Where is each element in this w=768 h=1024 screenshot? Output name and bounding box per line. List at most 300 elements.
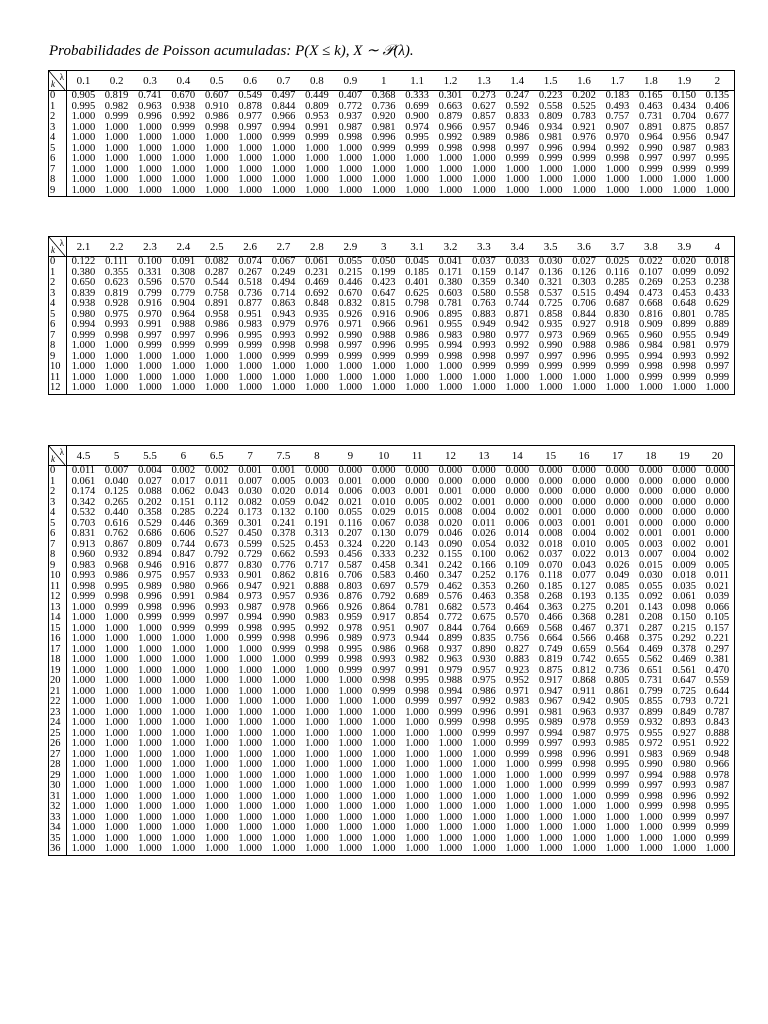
probability-cell: 1.000 bbox=[472, 760, 496, 770]
probability-cell: 0.155 bbox=[438, 550, 463, 560]
probability-cell: 1.000 bbox=[238, 770, 262, 781]
probability-cell: 0.358 bbox=[138, 508, 162, 518]
probability-cell: 0.999 bbox=[639, 372, 663, 383]
probability-cell: 1.000 bbox=[171, 781, 196, 791]
probability-cell: 0.997 bbox=[538, 739, 563, 749]
probability-cell: 0.997 bbox=[605, 770, 630, 781]
probability-cell: 0.009 bbox=[672, 560, 697, 571]
k-value: 9 bbox=[49, 352, 67, 363]
k-value: 31 bbox=[49, 792, 67, 803]
probability-cell: 1.000 bbox=[104, 143, 129, 154]
probability-cell: 1.000 bbox=[305, 770, 329, 781]
probability-cell: 0.000 bbox=[438, 465, 463, 476]
probability-cell: 1.000 bbox=[371, 781, 396, 791]
lambda-header: 2.3 bbox=[133, 237, 166, 257]
probability-cell: 0.986 bbox=[505, 133, 530, 143]
probability-cell: 1.000 bbox=[238, 676, 262, 686]
probability-cell: 1.000 bbox=[639, 833, 663, 844]
probability-cell: 0.999 bbox=[338, 351, 363, 362]
probability-cell: 0.977 bbox=[238, 112, 262, 122]
probability-cell: 0.004 bbox=[472, 508, 496, 518]
probability-cell: 1.000 bbox=[204, 739, 229, 749]
probability-cell: 1.000 bbox=[138, 791, 162, 802]
probability-cell: 1.000 bbox=[371, 383, 396, 393]
probability-cell: 1.000 bbox=[271, 362, 296, 372]
probability-cell: 1.000 bbox=[71, 823, 96, 833]
probability-cell: 1.000 bbox=[672, 844, 697, 854]
probability-cell: 1.000 bbox=[271, 791, 296, 802]
probability-cell: 0.988 bbox=[672, 770, 697, 781]
lambda-header: 3.6 bbox=[567, 237, 600, 257]
probability-cell: 0.942 bbox=[505, 320, 530, 330]
probability-cell: 1.000 bbox=[371, 175, 396, 185]
probability-cell: 1.000 bbox=[138, 164, 162, 175]
probability-cell: 0.883 bbox=[505, 655, 530, 665]
probability-cell: 0.629 bbox=[705, 299, 730, 309]
lambda-header: 14 bbox=[501, 446, 534, 466]
probability-cell: 1.000 bbox=[104, 185, 129, 196]
probability-cell: 0.947 bbox=[538, 686, 563, 697]
probability-cell: 0.868 bbox=[572, 676, 596, 686]
probability-cell: 1.000 bbox=[405, 175, 429, 185]
probability-cell: 0.067 bbox=[271, 256, 296, 267]
probability-cell: 1.000 bbox=[472, 812, 496, 823]
probability-cell: 0.174 bbox=[71, 487, 96, 497]
probability-cell: 0.000 bbox=[605, 476, 630, 487]
probability-cell: 0.002 bbox=[605, 529, 630, 539]
table-row bbox=[49, 550, 735, 561]
table-row bbox=[49, 613, 735, 624]
probability-cell: 0.061 bbox=[71, 476, 96, 487]
probability-cell: 0.916 bbox=[171, 560, 196, 571]
probability-cell: 0.986 bbox=[472, 686, 496, 697]
probability-cell: 0.891 bbox=[639, 122, 663, 133]
probability-cell: 1.000 bbox=[71, 707, 96, 718]
table-row bbox=[49, 320, 735, 331]
probability-cell: 1.000 bbox=[405, 844, 429, 854]
probability-cell: 1.000 bbox=[271, 175, 296, 185]
probability-cell: 0.037 bbox=[538, 550, 563, 560]
probability-cell: 1.000 bbox=[138, 718, 162, 728]
probability-cell: 0.592 bbox=[505, 101, 530, 112]
table-row bbox=[49, 823, 735, 834]
probability-cell: 1.000 bbox=[204, 770, 229, 781]
probability-cell: 0.118 bbox=[539, 571, 563, 581]
probability-cell: 0.000 bbox=[371, 465, 396, 476]
probability-cell: 0.992 bbox=[705, 351, 730, 362]
probability-cell: 1.000 bbox=[138, 749, 162, 760]
probability-cell: 0.368 bbox=[371, 90, 396, 101]
probability-cell: 0.955 bbox=[438, 320, 463, 330]
table-row bbox=[49, 708, 735, 719]
probability-cell: 0.100 bbox=[305, 508, 329, 518]
probability-cell: 0.355 bbox=[104, 267, 129, 278]
probability-cell: 0.999 bbox=[104, 112, 129, 122]
probability-cell: 1.000 bbox=[271, 812, 296, 823]
probability-cell: 0.979 bbox=[705, 341, 730, 351]
table-row bbox=[49, 624, 735, 635]
probability-cell: 0.074 bbox=[238, 256, 262, 267]
table-row bbox=[49, 529, 735, 540]
probability-cell: 0.996 bbox=[371, 133, 396, 143]
probability-cell: 1.000 bbox=[505, 833, 530, 844]
probability-cell: 1.000 bbox=[538, 164, 563, 175]
probability-cell: 0.066 bbox=[705, 602, 730, 613]
probability-cell: 0.997 bbox=[705, 362, 730, 372]
probability-cell: 0.999 bbox=[204, 341, 229, 351]
lambda-header: 4.5 bbox=[67, 446, 100, 466]
probability-cell: 0.998 bbox=[472, 351, 496, 362]
lambda-header: 2.4 bbox=[167, 237, 200, 257]
probability-cell: 0.997 bbox=[505, 351, 530, 362]
probability-cell: 0.018 bbox=[705, 256, 730, 267]
probability-cell: 1.000 bbox=[138, 175, 162, 185]
probability-cell: 0.934 bbox=[538, 122, 563, 133]
probability-cell: 1.000 bbox=[605, 164, 630, 175]
probability-cell: 0.241 bbox=[271, 518, 296, 529]
probability-cell: 0.998 bbox=[472, 718, 496, 728]
probability-cell: 0.038 bbox=[405, 518, 429, 529]
probability-cell: 0.287 bbox=[204, 267, 229, 278]
probability-cell: 0.805 bbox=[605, 676, 630, 686]
k-value: 7 bbox=[49, 540, 67, 551]
probability-cell: 0.990 bbox=[338, 330, 363, 341]
probability-cell: 0.252 bbox=[472, 571, 496, 581]
poisson-table-2 bbox=[48, 236, 735, 395]
probability-cell: 0.984 bbox=[639, 341, 663, 351]
probability-cell: 0.932 bbox=[639, 718, 663, 728]
probability-cell: 1.000 bbox=[438, 749, 463, 760]
probability-cell: 0.994 bbox=[238, 613, 262, 623]
table-row bbox=[49, 582, 735, 593]
probability-cell: 0.994 bbox=[71, 320, 96, 330]
probability-cell: 0.998 bbox=[472, 143, 496, 154]
probability-cell: 0.996 bbox=[538, 143, 563, 154]
probability-cell: 0.989 bbox=[338, 634, 363, 644]
probability-cell: 0.007 bbox=[639, 550, 663, 560]
probability-cell: 1.000 bbox=[71, 372, 96, 383]
probability-cell: 0.151 bbox=[171, 497, 196, 508]
probability-cell: 1.000 bbox=[271, 770, 296, 781]
probability-cell: 0.285 bbox=[605, 278, 630, 288]
probability-cell: 0.518 bbox=[238, 278, 262, 288]
probability-cell: 0.018 bbox=[538, 539, 563, 550]
probability-cell: 0.976 bbox=[572, 133, 596, 143]
probability-cell: 0.991 bbox=[138, 320, 162, 330]
probability-cell: 1.000 bbox=[71, 718, 96, 728]
probability-cell: 0.905 bbox=[71, 90, 96, 101]
probability-cell: 1.000 bbox=[71, 383, 96, 393]
lambda-header: 1.5 bbox=[534, 71, 567, 91]
probability-cell: 0.990 bbox=[639, 143, 663, 154]
probability-cell: 0.001 bbox=[705, 539, 730, 550]
k-label: k bbox=[51, 245, 55, 255]
probability-cell: 0.406 bbox=[705, 101, 730, 112]
probability-cell: 1.000 bbox=[605, 372, 630, 383]
lambda-header: 2 bbox=[701, 71, 734, 91]
k-value: 9 bbox=[49, 561, 67, 572]
probability-cell: 1.000 bbox=[238, 665, 262, 676]
probability-cell: 0.092 bbox=[705, 267, 730, 278]
probability-cell: 0.997 bbox=[338, 341, 363, 351]
probability-cell: 1.000 bbox=[438, 802, 463, 812]
probability-cell: 0.911 bbox=[572, 686, 596, 697]
probability-cell: 1.000 bbox=[204, 812, 229, 823]
probability-cell: 0.045 bbox=[405, 256, 429, 267]
probability-cell: 1.000 bbox=[238, 362, 262, 372]
probability-cell: 0.013 bbox=[605, 550, 630, 560]
probability-cell: 0.324 bbox=[338, 539, 363, 550]
probability-cell: 0.587 bbox=[338, 560, 363, 571]
k-value: 20 bbox=[49, 676, 67, 687]
probability-cell: 0.549 bbox=[238, 90, 262, 101]
probability-cell: 0.353 bbox=[472, 581, 496, 592]
lambda-header: 0.7 bbox=[267, 71, 300, 91]
probability-cell: 1.000 bbox=[71, 362, 96, 372]
k-value: 25 bbox=[49, 729, 67, 740]
probability-cell: 0.002 bbox=[705, 550, 730, 560]
probability-cell: 0.937 bbox=[605, 707, 630, 718]
probability-cell: 0.127 bbox=[572, 581, 596, 592]
probability-cell: 0.848 bbox=[305, 299, 329, 309]
lambda-header: 3.3 bbox=[467, 237, 500, 257]
probability-cell: 0.980 bbox=[71, 309, 96, 320]
probability-cell: 1.000 bbox=[672, 175, 697, 185]
probability-cell: 0.450 bbox=[238, 529, 262, 539]
corner-cell bbox=[49, 446, 67, 466]
probability-cell: 1.000 bbox=[472, 739, 496, 749]
probability-cell: 0.042 bbox=[305, 497, 329, 508]
table-row bbox=[49, 362, 735, 373]
probability-cell: 1.000 bbox=[705, 185, 730, 196]
probability-cell: 1.000 bbox=[71, 791, 96, 802]
probability-cell: 0.970 bbox=[138, 309, 162, 320]
probability-cell: 0.268 bbox=[538, 592, 563, 602]
probability-cell: 0.956 bbox=[672, 133, 697, 143]
probability-cell: 1.000 bbox=[672, 185, 697, 196]
probability-cell: 1.000 bbox=[104, 718, 129, 728]
probability-cell: 0.993 bbox=[572, 739, 596, 749]
probability-cell: 0.731 bbox=[639, 112, 663, 122]
probability-cell: 0.997 bbox=[204, 613, 229, 623]
probability-cell: 1.000 bbox=[171, 697, 196, 707]
probability-cell: 0.331 bbox=[138, 267, 162, 278]
probability-cell: 0.000 bbox=[705, 465, 730, 476]
probability-cell: 1.000 bbox=[405, 362, 429, 372]
probability-cell: 0.996 bbox=[371, 341, 396, 351]
probability-cell: 0.991 bbox=[505, 707, 530, 718]
probability-cell: 1.000 bbox=[305, 718, 329, 728]
k-value: 12 bbox=[49, 383, 67, 394]
probability-cell: 0.986 bbox=[204, 112, 229, 122]
probability-cell: 1.000 bbox=[338, 833, 363, 844]
probability-cell: 0.855 bbox=[639, 697, 663, 707]
probability-cell: 0.849 bbox=[672, 707, 697, 718]
probability-cell: 0.030 bbox=[639, 571, 663, 581]
probability-cell: 0.537 bbox=[538, 288, 563, 299]
probability-cell: 1.000 bbox=[639, 812, 663, 823]
probability-cell: 0.991 bbox=[605, 749, 630, 760]
probability-cell: 1.000 bbox=[338, 760, 363, 770]
probability-cell: 1.000 bbox=[572, 175, 596, 185]
probability-cell: 0.957 bbox=[472, 122, 496, 133]
probability-cell: 0.999 bbox=[672, 164, 697, 175]
probability-cell: 1.000 bbox=[171, 812, 196, 823]
probability-cell: 0.957 bbox=[472, 665, 496, 676]
k-value: 15 bbox=[49, 624, 67, 635]
probability-cell: 0.458 bbox=[371, 560, 396, 571]
probability-cell: 0.909 bbox=[639, 320, 663, 330]
probability-cell: 0.798 bbox=[405, 299, 429, 309]
probability-cell: 0.269 bbox=[639, 278, 663, 288]
probability-cell: 0.999 bbox=[672, 812, 697, 823]
probability-cell: 0.122 bbox=[71, 256, 96, 267]
k-value: 7 bbox=[49, 331, 67, 342]
probability-cell: 0.000 bbox=[672, 518, 697, 529]
probability-cell: 0.650 bbox=[71, 278, 96, 288]
probability-cell: 0.562 bbox=[639, 655, 663, 665]
probability-cell: 1.000 bbox=[204, 634, 229, 644]
probability-cell: 1.000 bbox=[104, 122, 129, 133]
probability-cell: 0.749 bbox=[538, 644, 563, 655]
probability-cell: 0.992 bbox=[605, 143, 630, 154]
probability-cell: 0.949 bbox=[472, 320, 496, 330]
probability-cell: 0.999 bbox=[171, 341, 196, 351]
page-title: Probabilidades de Poisson acumuladas: P(X ≤ k), X ∼ 𝒫(λ). bbox=[49, 43, 414, 59]
probability-cell: 0.000 bbox=[505, 487, 530, 497]
probability-cell: 0.082 bbox=[238, 497, 262, 508]
probability-cell: 0.983 bbox=[71, 560, 96, 571]
probability-cell: 0.993 bbox=[204, 602, 229, 613]
probability-cell: 0.787 bbox=[705, 707, 730, 718]
probability-cell: 0.999 bbox=[572, 770, 596, 781]
probability-cell: 0.968 bbox=[405, 644, 429, 655]
probability-cell: 0.285 bbox=[171, 508, 196, 518]
probability-cell: 0.670 bbox=[171, 90, 196, 101]
probability-cell: 1.000 bbox=[605, 823, 630, 833]
probability-cell: 0.380 bbox=[438, 278, 463, 288]
probability-cell: 1.000 bbox=[538, 844, 563, 854]
probability-cell: 0.000 bbox=[605, 487, 630, 497]
probability-cell: 1.000 bbox=[705, 175, 730, 185]
probability-cell: 0.996 bbox=[572, 749, 596, 760]
probability-cell: 1.000 bbox=[171, 362, 196, 372]
probability-cell: 1.000 bbox=[138, 623, 162, 634]
probability-cell: 1.000 bbox=[505, 812, 530, 823]
probability-cell: 0.997 bbox=[705, 812, 730, 823]
probability-cell: 0.999 bbox=[505, 749, 530, 760]
probability-cell: 0.662 bbox=[271, 550, 296, 560]
probability-cell: 1.000 bbox=[238, 655, 262, 665]
probability-cell: 1.000 bbox=[238, 728, 262, 739]
probability-cell: 0.407 bbox=[338, 90, 363, 101]
probability-cell: 1.000 bbox=[538, 833, 563, 844]
table-row bbox=[49, 289, 735, 300]
probability-cell: 0.900 bbox=[405, 112, 429, 122]
probability-cell: 1.000 bbox=[538, 812, 563, 823]
k-value: 7 bbox=[49, 165, 67, 176]
probability-cell: 0.736 bbox=[605, 665, 630, 676]
probability-cell: 0.971 bbox=[338, 320, 363, 330]
probability-cell: 0.030 bbox=[538, 256, 563, 267]
probability-cell: 1.000 bbox=[138, 760, 162, 770]
probability-cell: 1.000 bbox=[505, 372, 530, 383]
probability-cell: 0.999 bbox=[271, 644, 296, 655]
probability-cell: 0.928 bbox=[104, 299, 129, 309]
probability-cell: 0.040 bbox=[104, 476, 129, 487]
probability-cell: 0.126 bbox=[572, 267, 596, 278]
probability-cell: 0.946 bbox=[138, 560, 162, 571]
probability-cell: 0.002 bbox=[672, 539, 697, 550]
probability-cell: 0.627 bbox=[472, 101, 496, 112]
probability-cell: 0.978 bbox=[271, 602, 296, 613]
probability-cell: 1.000 bbox=[338, 372, 363, 383]
probability-cell: 0.992 bbox=[505, 341, 530, 351]
table-row bbox=[49, 802, 735, 813]
probability-cell: 0.253 bbox=[672, 278, 697, 288]
probability-cell: 0.994 bbox=[271, 122, 296, 133]
probability-cell: 1.000 bbox=[171, 791, 196, 802]
probability-cell: 1.000 bbox=[271, 686, 296, 697]
table-row bbox=[49, 112, 735, 123]
probability-cell: 0.464 bbox=[505, 602, 530, 613]
probability-cell: 0.990 bbox=[639, 760, 663, 770]
probability-cell: 0.816 bbox=[639, 309, 663, 320]
table-row bbox=[49, 844, 735, 855]
probability-cell: 0.999 bbox=[572, 362, 596, 372]
probability-cell: 1.000 bbox=[104, 383, 129, 393]
probability-cell: 0.997 bbox=[371, 665, 396, 676]
probability-cell: 1.000 bbox=[338, 781, 363, 791]
table-row bbox=[49, 123, 735, 134]
probability-cell: 0.043 bbox=[572, 560, 596, 571]
probability-cell: 1.000 bbox=[271, 760, 296, 770]
probability-cell: 0.883 bbox=[472, 309, 496, 320]
probability-cell: 0.987 bbox=[672, 143, 697, 154]
probability-cell: 0.913 bbox=[71, 539, 96, 550]
probability-cell: 1.000 bbox=[238, 686, 262, 697]
probability-cell: 0.785 bbox=[705, 309, 730, 320]
probability-cell: 0.469 bbox=[305, 278, 329, 288]
probability-cell: 0.999 bbox=[672, 372, 697, 383]
probability-cell: 1.000 bbox=[305, 175, 329, 185]
table-row bbox=[49, 383, 735, 394]
probability-cell: 1.000 bbox=[438, 185, 463, 196]
header-row bbox=[49, 71, 735, 91]
probability-cell: 1.000 bbox=[405, 760, 429, 770]
probability-cell: 1.000 bbox=[171, 665, 196, 676]
probability-cell: 0.220 bbox=[371, 539, 396, 550]
probability-cell: 0.995 bbox=[238, 330, 262, 341]
table-row bbox=[49, 834, 735, 845]
probability-cell: 0.686 bbox=[138, 529, 162, 539]
table-row bbox=[49, 165, 735, 176]
probability-cell: 0.363 bbox=[538, 602, 563, 613]
k-value: 13 bbox=[49, 603, 67, 614]
probability-cell: 0.999 bbox=[305, 655, 329, 665]
probability-cell: 0.579 bbox=[405, 581, 429, 592]
probability-cell: 0.000 bbox=[672, 497, 697, 508]
probability-cell: 0.157 bbox=[705, 623, 730, 634]
probability-cell: 1.000 bbox=[338, 383, 363, 393]
probability-cell: 0.544 bbox=[204, 278, 229, 288]
probability-cell: 0.000 bbox=[538, 476, 563, 487]
probability-cell: 0.988 bbox=[371, 330, 396, 341]
lambda-header: 0.5 bbox=[200, 71, 233, 91]
probability-cell: 1.000 bbox=[405, 185, 429, 196]
probability-cell: 0.781 bbox=[438, 299, 463, 309]
probability-cell: 0.983 bbox=[438, 330, 463, 341]
